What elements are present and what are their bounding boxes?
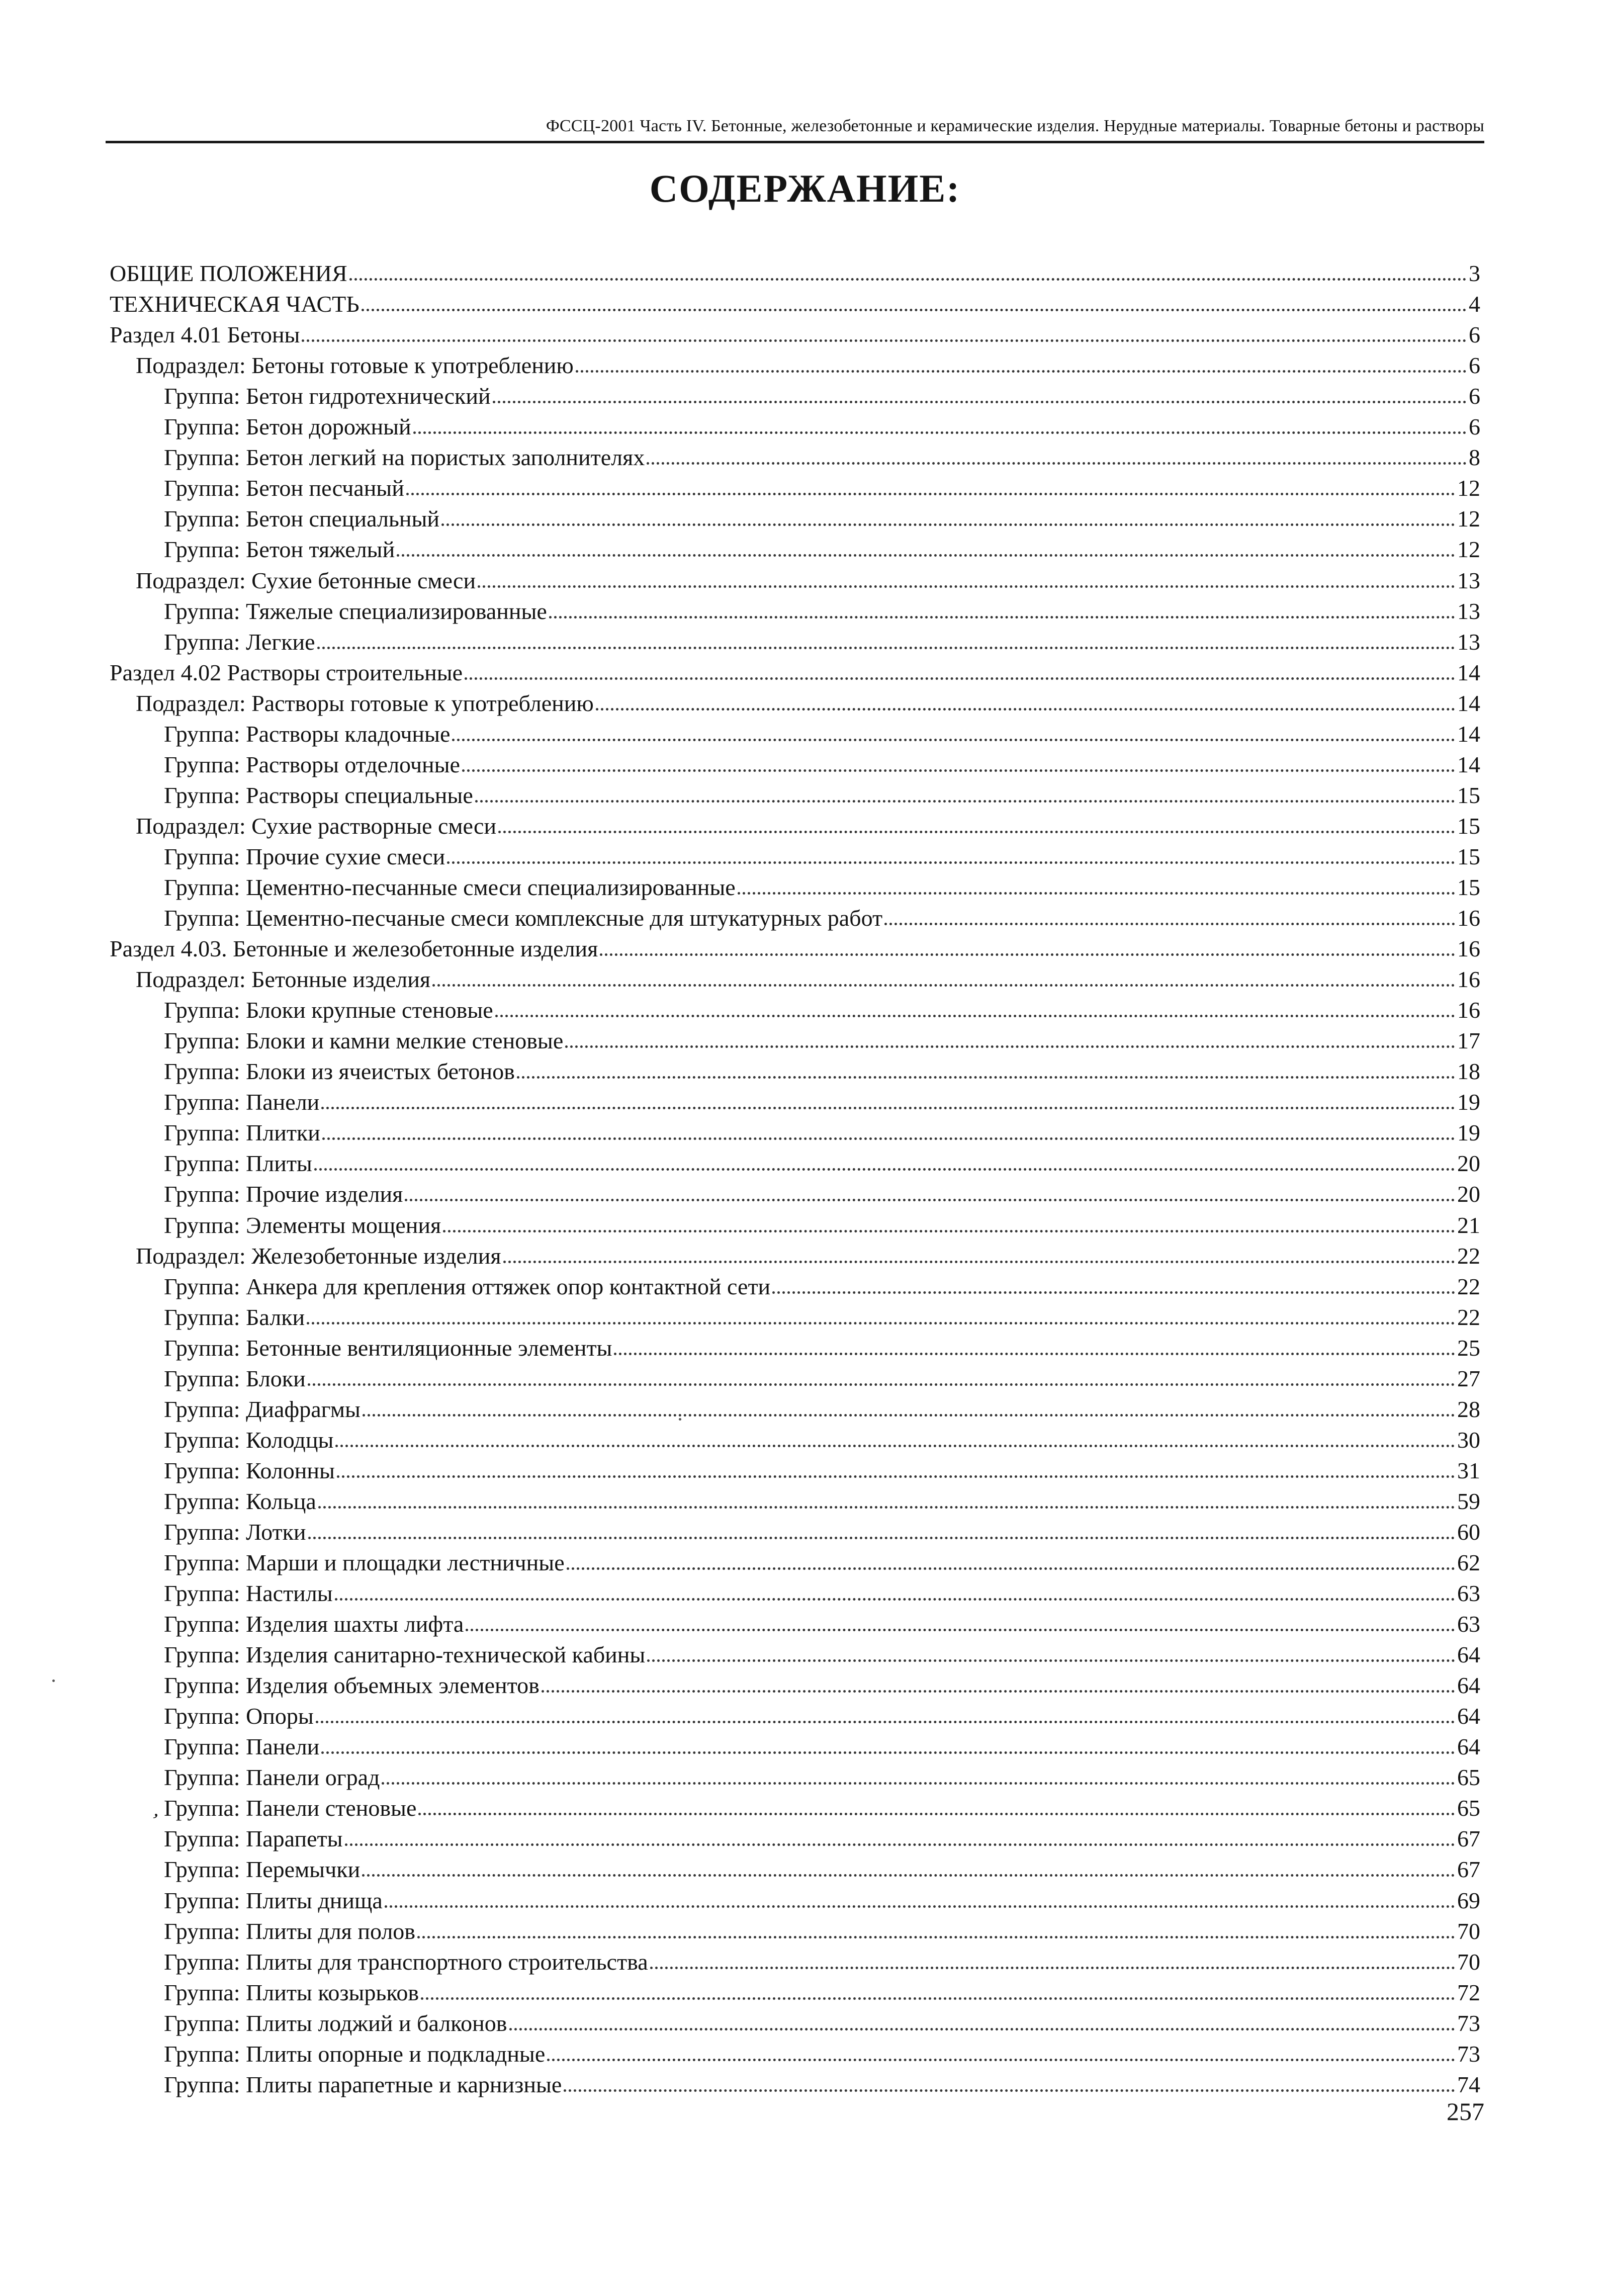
- dot-leader: [475, 800, 1455, 803]
- toc-group-entry[interactable]: [110, 2006, 1480, 2037]
- dot-leader: [349, 278, 1467, 281]
- dot-leader: [542, 1690, 1455, 1693]
- dot-leader: [478, 585, 1455, 588]
- toc-entry-page: 19: [1457, 1120, 1480, 1146]
- toc-subsection-entry[interactable]: [110, 563, 1480, 594]
- toc-entry-label: Группа: Плиты парапетные и карнизные: [164, 2071, 562, 2097]
- toc-entry-page: 64: [1457, 1703, 1480, 1729]
- toc-entry-label: Группа: Настилы: [164, 1580, 333, 1607]
- toc-group-entry[interactable]: [110, 533, 1480, 563]
- toc-entry-label: Группа: Растворы специальные: [164, 782, 473, 808]
- toc-group-entry[interactable]: [110, 1054, 1480, 1085]
- toc-entry-label: Раздел 4.02 Растворы строительные: [110, 659, 463, 685]
- toc-group-entry[interactable]: [110, 410, 1480, 440]
- dot-leader: [493, 401, 1467, 403]
- toc-group-entry[interactable]: [110, 625, 1480, 656]
- toc-entry-page: 25: [1457, 1335, 1480, 1361]
- toc-group-entry[interactable]: [110, 1270, 1480, 1300]
- toc-group-entry[interactable]: [110, 1945, 1480, 1976]
- toc-entry-label: Группа: Блоки и камни мелкие стеновые: [164, 1028, 564, 1054]
- toc-entry-label: Группа: Легкие: [164, 629, 315, 655]
- toc-group-entry[interactable]: [110, 1638, 1480, 1668]
- toc-entry-label: Группа: Плиты опорные и подкладные: [164, 2041, 546, 2067]
- toc-entry-label: Подраздел: Бетоны готовые к употреблению: [136, 352, 574, 379]
- dot-leader: [567, 1567, 1455, 1570]
- dot-leader: [335, 1598, 1455, 1601]
- dot-leader: [614, 1353, 1455, 1355]
- toc-group-entry[interactable]: [110, 1515, 1480, 1546]
- toc-entry-page: 13: [1457, 567, 1480, 593]
- dot-leader: [465, 677, 1455, 680]
- toc-entry-page: 15: [1457, 874, 1480, 900]
- dot-leader: [509, 2028, 1455, 2030]
- toc-entry-label: Группа: Панели: [164, 1734, 320, 1760]
- dot-leader: [576, 370, 1467, 373]
- toc-group-entry[interactable]: [110, 1607, 1480, 1638]
- toc-group-entry[interactable]: [110, 778, 1480, 809]
- dot-leader: [443, 1230, 1455, 1232]
- toc-entry-page: 27: [1457, 1365, 1480, 1391]
- dot-leader: [302, 339, 1467, 342]
- toc-entry-label: Группа: Плиты: [164, 1151, 312, 1177]
- dot-leader: [406, 493, 1455, 495]
- toc-group-entry[interactable]: [110, 1392, 1480, 1423]
- toc-entry-page: 72: [1457, 1979, 1480, 2005]
- dot-leader: [363, 1414, 1455, 1417]
- dot-leader: [517, 1076, 1455, 1079]
- toc-entry-page: 73: [1457, 2010, 1480, 2036]
- toc-entry-label: Группа: Изделия объемных элементов: [164, 1672, 540, 1699]
- page-number: 257: [1447, 2097, 1484, 2126]
- dot-leader: [413, 431, 1467, 434]
- toc-group-entry[interactable]: [110, 1300, 1480, 1331]
- dot-leader: [397, 554, 1455, 557]
- toc-entry-page: 31: [1457, 1457, 1480, 1483]
- toc-entry-label: Группа: Панели стеновые: [164, 1795, 417, 1821]
- toc-group-entry[interactable]: [110, 1085, 1480, 1116]
- toc-entry-page: 14: [1457, 721, 1480, 747]
- toc-group-entry[interactable]: [110, 901, 1480, 932]
- dot-leader: [316, 1721, 1455, 1723]
- toc-entry-label: Группа: Бетон дорожный: [164, 414, 411, 440]
- toc-entry-label: Группа: Бетон песчаный: [164, 475, 404, 501]
- toc-entry-page: 67: [1457, 1857, 1480, 1883]
- toc-group-entry[interactable]: [110, 717, 1480, 748]
- toc-entry-page: 20: [1457, 1151, 1480, 1177]
- toc-entry-page: 14: [1457, 659, 1480, 685]
- dot-leader: [321, 1107, 1455, 1109]
- toc-entry-page: 69: [1457, 1887, 1480, 1913]
- toc-group-entry[interactable]: [110, 1024, 1480, 1054]
- toc-group-entry[interactable]: [110, 1362, 1480, 1392]
- scan-speck: [679, 1418, 681, 1421]
- toc-entry-page: 16: [1457, 966, 1480, 993]
- toc-entry-page: 63: [1457, 1580, 1480, 1607]
- toc-entry-page: 12: [1457, 537, 1480, 563]
- toc-entry-page: 28: [1457, 1396, 1480, 1422]
- dot-leader: [565, 1045, 1455, 1048]
- toc-entry-label: Группа: Тяжелые специализированные: [164, 598, 547, 624]
- toc-subsection-entry[interactable]: [110, 348, 1480, 379]
- dot-leader: [345, 1843, 1455, 1846]
- toc-subsection-entry[interactable]: [110, 1239, 1480, 1270]
- toc-entry-page: 15: [1457, 782, 1480, 808]
- dot-leader: [421, 1997, 1455, 2000]
- toc-group-entry[interactable]: [110, 1791, 1480, 1822]
- toc-group-entry[interactable]: [110, 1822, 1480, 1852]
- toc-entry-label: Подраздел: Бетонные изделия: [136, 966, 431, 993]
- toc-entry-label: Группа: Бетон тяжелый: [164, 537, 395, 563]
- toc-entry-label: Группа: Диафрагмы: [164, 1396, 361, 1422]
- dot-leader: [462, 769, 1455, 772]
- toc-entry-page: 65: [1457, 1764, 1480, 1791]
- toc-entry-label: Группа: Плиты для полов: [164, 1918, 416, 1944]
- toc-entry-page: 12: [1457, 506, 1480, 532]
- toc-group-entry[interactable]: [110, 1208, 1480, 1239]
- toc-group-entry[interactable]: [110, 993, 1480, 1024]
- toc-group-entry[interactable]: [110, 1668, 1480, 1699]
- toc-entry-label: Группа: Растворы отделочные: [164, 751, 460, 777]
- dot-leader: [495, 1015, 1455, 1017]
- toc-entry-label: Группа: Кольца: [164, 1488, 316, 1514]
- dot-leader: [308, 1383, 1455, 1386]
- toc-group-entry[interactable]: [110, 471, 1480, 502]
- running-header: [106, 112, 1484, 143]
- toc-group-entry[interactable]: [110, 1331, 1480, 1362]
- dot-leader: [314, 1168, 1455, 1171]
- dot-leader: [362, 309, 1467, 311]
- toc-section-entry[interactable]: [110, 256, 1480, 287]
- toc-entry-page: 62: [1457, 1550, 1480, 1576]
- toc-entry-label: Группа: Изделия санитарно-технической кабины: [164, 1642, 646, 1668]
- toc-entry-label: Группа: Плиты козырьков: [164, 1979, 419, 2005]
- toc-entry-page: 12: [1457, 475, 1480, 501]
- toc-entry-label: Подраздел: Сухие растворные смеси: [136, 813, 497, 839]
- toc-entry-page: 60: [1457, 1519, 1480, 1545]
- toc-entry-page: 14: [1457, 690, 1480, 716]
- toc-entry-label: Подраздел: Сухие бетонные смеси: [136, 567, 476, 593]
- dot-leader: [650, 1967, 1455, 1969]
- dot-leader: [441, 523, 1455, 526]
- toc-entry-label: Группа: Изделия шахты лифта: [164, 1611, 464, 1637]
- toc-group-entry[interactable]: [110, 1576, 1480, 1607]
- toc-entry-label: Раздел 4.01 Бетоны: [110, 322, 300, 348]
- toc-entry-label: Группа: Колонны: [164, 1457, 335, 1483]
- toc-group-entry[interactable]: [110, 2068, 1480, 2098]
- toc-group-entry[interactable]: [110, 1883, 1480, 1914]
- toc-entry-page: 64: [1457, 1642, 1480, 1668]
- toc-entry-label: Группа: Бетон легкий на пористых заполнителях: [164, 445, 645, 471]
- toc-group-entry[interactable]: [110, 1177, 1480, 1208]
- toc-entry-page: 64: [1457, 1672, 1480, 1699]
- dot-leader: [417, 1936, 1455, 1938]
- toc-group-entry[interactable]: [110, 1760, 1480, 1791]
- toc-entry-page: 13: [1457, 598, 1480, 624]
- toc-entry-page: 70: [1457, 1949, 1480, 1975]
- toc-entry-page: 70: [1457, 1918, 1480, 1944]
- dot-leader: [466, 1629, 1455, 1631]
- toc-entry-label: Группа: Цементно-песчаные смеси комплексные для штукатурных работ: [164, 905, 883, 931]
- toc-entry-page: 22: [1457, 1273, 1480, 1299]
- toc-entry-page: 30: [1457, 1427, 1480, 1453]
- dot-leader: [308, 1537, 1455, 1539]
- dot-leader: [337, 1475, 1455, 1478]
- dot-leader: [738, 892, 1455, 895]
- dot-leader: [382, 1782, 1455, 1785]
- toc-entry-label: Группа: Марши и площадки лестничные: [164, 1550, 565, 1576]
- toc-entry-page: 63: [1457, 1611, 1480, 1637]
- dot-leader: [418, 1813, 1455, 1815]
- toc-entry-label: Группа: Цементно-песчанные смеси специализированные: [164, 874, 736, 900]
- running-header-text: ФССЦ-2001 Часть IV. Бетонные, железобетонные и керамические изделия. Нерудные материалы. Товарные бетоны и растворы: [546, 117, 1484, 135]
- toc-entry-label: Группа: Плитки: [164, 1120, 320, 1146]
- dot-leader: [335, 1445, 1455, 1447]
- toc-entry-label: Группа: Плиты лоджий и балконов: [164, 2010, 507, 2036]
- toc-entry-page: 74: [1457, 2071, 1480, 2097]
- toc-group-entry[interactable]: [110, 2037, 1480, 2068]
- toc-entry-page: 13: [1457, 629, 1480, 655]
- dot-leader: [647, 1659, 1455, 1662]
- toc-entry-label: Группа: Бетон гидротехнический: [164, 383, 491, 409]
- toc-entry-page: 8: [1469, 445, 1480, 471]
- toc-entry-page: 59: [1457, 1488, 1480, 1514]
- toc-entry-label: Группа: Бетонные вентиляционные элементы: [164, 1335, 612, 1361]
- dot-leader: [307, 1322, 1455, 1324]
- toc-entry-label: Группа: Парапеты: [164, 1826, 343, 1852]
- toc-entry-page: 6: [1469, 322, 1480, 348]
- dot-leader: [596, 708, 1455, 711]
- toc-entry-label: Группа: Прочие сухие смеси: [164, 843, 445, 869]
- toc-entry-page: 21: [1457, 1212, 1480, 1238]
- toc-group-entry[interactable]: [110, 1699, 1480, 1730]
- toc-group-entry[interactable]: [110, 1730, 1480, 1760]
- toc-entry-label: Группа: Плиты днища: [164, 1887, 383, 1913]
- toc-group-entry[interactable]: [110, 870, 1480, 901]
- scan-speck: [52, 1680, 55, 1682]
- toc-group-entry[interactable]: [110, 440, 1480, 471]
- toc-group-entry[interactable]: [110, 1914, 1480, 1945]
- toc-entry-label: Группа: Блоки крупные стеновые: [164, 997, 493, 1023]
- toc-group-entry[interactable]: [110, 1484, 1480, 1515]
- toc-entry-label: Группа: Прочие изделия: [164, 1181, 403, 1207]
- toc-section-entry[interactable]: [110, 287, 1480, 318]
- toc-group-entry[interactable]: [110, 1116, 1480, 1146]
- dot-leader: [321, 1751, 1455, 1754]
- toc-group-entry[interactable]: [110, 1546, 1480, 1576]
- toc-group-entry[interactable]: [110, 502, 1480, 533]
- toc-entry-label: ОБЩИЕ ПОЛОЖЕНИЯ: [110, 260, 347, 287]
- toc-subsection-entry[interactable]: [110, 809, 1480, 840]
- dot-leader: [452, 739, 1455, 741]
- page-title: СОДЕРЖАНИЕ:: [649, 166, 961, 210]
- toc-entry-page: 16: [1457, 997, 1480, 1023]
- dot-leader: [322, 1137, 1455, 1140]
- dot-leader: [318, 1506, 1455, 1509]
- toc-group-entry[interactable]: [110, 594, 1480, 625]
- toc-entry-label: Группа: Элементы мощения: [164, 1212, 441, 1238]
- toc-entry-label: Группа: Плиты для транспортного строительства: [164, 1949, 648, 1975]
- toc-group-entry[interactable]: [110, 840, 1480, 870]
- toc-entry-page: 17: [1457, 1028, 1480, 1054]
- toc-entry-label: ТЕХНИЧЕСКАЯ ЧАСТЬ: [110, 291, 360, 317]
- toc-entry-label: Группа: Колодцы: [164, 1427, 334, 1453]
- toc-entry-label: Группа: Панели оград: [164, 1764, 380, 1791]
- toc-entry-page: 22: [1457, 1243, 1480, 1269]
- dot-leader: [405, 1199, 1455, 1201]
- toc-entry-page: 20: [1457, 1181, 1480, 1207]
- dot-leader: [547, 2059, 1455, 2061]
- toc-group-entry[interactable]: [110, 379, 1480, 410]
- toc-group-entry[interactable]: [110, 1423, 1480, 1454]
- toc-entry-page: 16: [1457, 936, 1480, 962]
- dot-leader: [447, 861, 1455, 864]
- toc-section-entry[interactable]: [110, 318, 1480, 348]
- toc-entry-page: 64: [1457, 1734, 1480, 1760]
- toc-entry-page: 67: [1457, 1826, 1480, 1852]
- dot-leader: [385, 1905, 1455, 1908]
- toc-entry-label: Группа: Блоки из ячеистых бетонов: [164, 1058, 515, 1085]
- toc-entry-label: Группа: Бетон специальный: [164, 506, 440, 532]
- toc-entry-page: 15: [1457, 813, 1480, 839]
- dot-leader: [772, 1291, 1455, 1294]
- toc-entry-page: 15: [1457, 843, 1480, 869]
- dot-leader: [564, 2089, 1455, 2092]
- toc-subsection-entry[interactable]: [110, 962, 1480, 993]
- toc-entry-label: Группа: Блоки: [164, 1365, 306, 1391]
- dot-leader: [362, 1874, 1455, 1877]
- dot-leader: [432, 984, 1455, 987]
- dot-leader: [884, 923, 1455, 925]
- toc-entry-page: 19: [1457, 1089, 1480, 1115]
- toc-entry-page: 6: [1469, 352, 1480, 379]
- toc-subsection-entry[interactable]: [110, 686, 1480, 717]
- toc-section-entry[interactable]: [110, 656, 1480, 686]
- toc-entry-page: 14: [1457, 751, 1480, 777]
- toc-entry-label: Подраздел: Железобетонные изделия: [136, 1243, 501, 1269]
- toc-entry-label: Группа: Балки: [164, 1304, 305, 1330]
- dot-leader: [317, 647, 1455, 649]
- dot-leader: [503, 1261, 1455, 1263]
- toc-entry-page: 3: [1469, 260, 1480, 287]
- toc-entry-page: 18: [1457, 1058, 1480, 1085]
- toc-entry-page: 22: [1457, 1304, 1480, 1330]
- toc-section-entry[interactable]: [110, 932, 1480, 962]
- toc-entry-label: Группа: Панели: [164, 1089, 320, 1115]
- toc-entry-page: 73: [1457, 2041, 1480, 2067]
- toc-group-entry[interactable]: [110, 1146, 1480, 1177]
- toc-entry-label: Группа: Опоры: [164, 1703, 314, 1729]
- toc-entry-page: 16: [1457, 905, 1480, 931]
- toc-entry-label: Группа: Анкера для крепления оттяжек опор контактной сети: [164, 1273, 771, 1299]
- dot-leader: [647, 462, 1467, 465]
- toc-entry-page: 6: [1469, 414, 1480, 440]
- table-of-contents: [110, 256, 1480, 2098]
- toc-group-entry[interactable]: [110, 1454, 1480, 1484]
- dot-leader: [600, 953, 1455, 956]
- dot-leader: [498, 831, 1455, 833]
- toc-entry-page: 65: [1457, 1795, 1480, 1821]
- toc-entry-label: Группа: Перемычки: [164, 1857, 361, 1883]
- toc-entry-label: Группа: Растворы кладочные: [164, 721, 451, 747]
- toc-entry-label: Группа: Лотки: [164, 1519, 306, 1545]
- dot-leader: [549, 616, 1455, 619]
- handwritten-tick-mark: ʼ: [147, 1808, 161, 1832]
- toc-entry-label: Подраздел: Растворы готовые к употреблению: [136, 690, 594, 716]
- toc-entry-page: 6: [1469, 383, 1480, 409]
- toc-group-entry[interactable]: [110, 748, 1480, 778]
- toc-entry-label: Раздел 4.03. Бетонные и железобетонные изделия: [110, 936, 598, 962]
- toc-group-entry[interactable]: [110, 1852, 1480, 1883]
- toc-entry-page: 4: [1469, 291, 1480, 317]
- toc-group-entry[interactable]: [110, 1976, 1480, 2006]
